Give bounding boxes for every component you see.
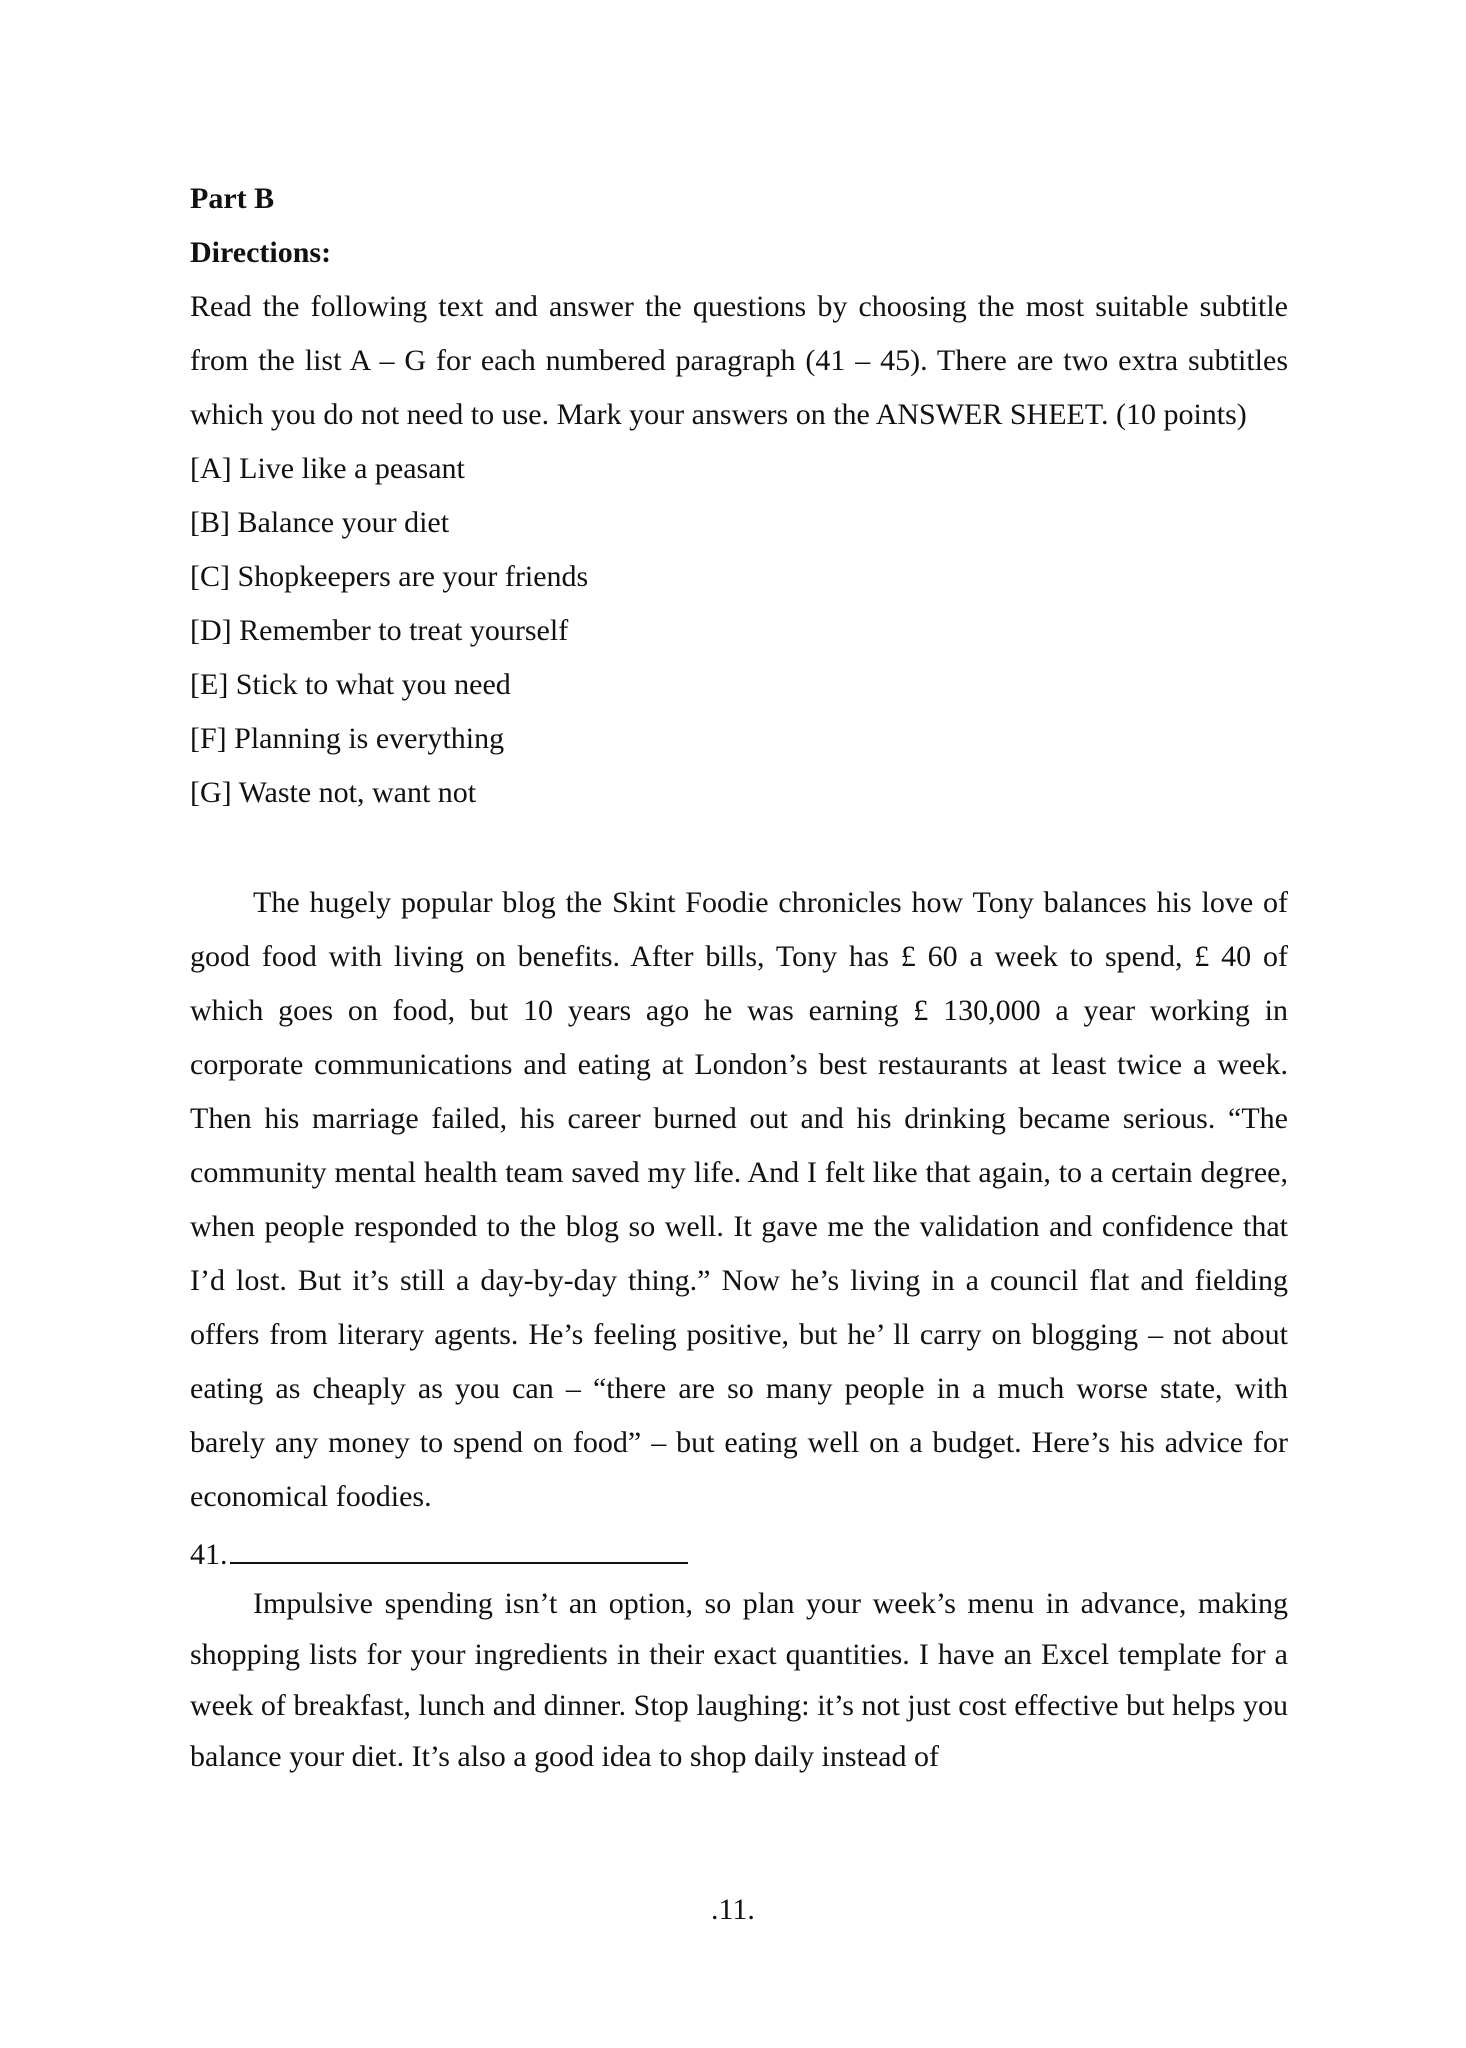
subtitle-options-list [190, 442, 1288, 820]
intro-paragraph: The hugely popular blog the Skint Foodie chronicles how Tony balances his love of good food with living on benefits. After bills, Tony has £ 60 a week to spend, £ 40 of which goes on food, but 10 years ago he was earning £ 130,000 a year working in corporate communications and eating at London’s best restaurants at least twice a week. Then his marriage failed, his career burned out and his drinking became serious. “The community mental health team saved my life. And I felt like that again, to a certain degree, when people responded to the blog so well. It gave me the validation and confidence that I’d lost. But it’s still a day-by-day thing.” Now he’s living in a council flat and fielding offers from literary agents. He’s feeling positive, but he’ ll carry on blogging – not about eating as cheaply as you can – “there are so many people in a much worse state, with barely any money to spend on food” – but eating well on a budget. Here’s his advice for economical foodies. [190, 886, 1288, 1513]
option-d: [D] Remember to treat yourself [190, 614, 569, 647]
option-g: [G] Waste not, want not [190, 776, 477, 809]
question-number: 41. [190, 1538, 228, 1571]
question-41-row [190, 1524, 1288, 1578]
page-content [190, 172, 1288, 1782]
paragraph-41: Impulsive spending isn’t an option, so plan your week’s menu in advance, making shopping lists for your ingredients in their exact quantities. I have an Excel template for a week of breakfast, lunch and dinner. Stop laughing: it’s not just cost effective but helps you balance your diet. It’s also a good idea to shop daily instead of [190, 1587, 1288, 1773]
answer-blank-line [230, 1524, 688, 1564]
option-c: [C] Shopkeepers are your friends [190, 560, 589, 593]
option-f: [F] Planning is everything [190, 722, 505, 755]
page-number: .11. [711, 1893, 755, 1926]
section-spacer [190, 820, 1288, 876]
option-a: [A] Live like a peasant [190, 452, 465, 485]
directions-title: Directions: [190, 236, 332, 269]
option-b: [B] Balance your diet [190, 506, 450, 539]
option-e: [E] Stick to what you need [190, 668, 511, 701]
directions-text: Read the following text and answer the questions by choosing the most suitable subtitle from the list A – G for each numbered paragraph (41 – 45). There are two extra subtitles which you do not need to use. Mark your answers on the ANSWER SHEET. (10 points) [190, 290, 1288, 431]
part-title: Part B [190, 182, 275, 215]
